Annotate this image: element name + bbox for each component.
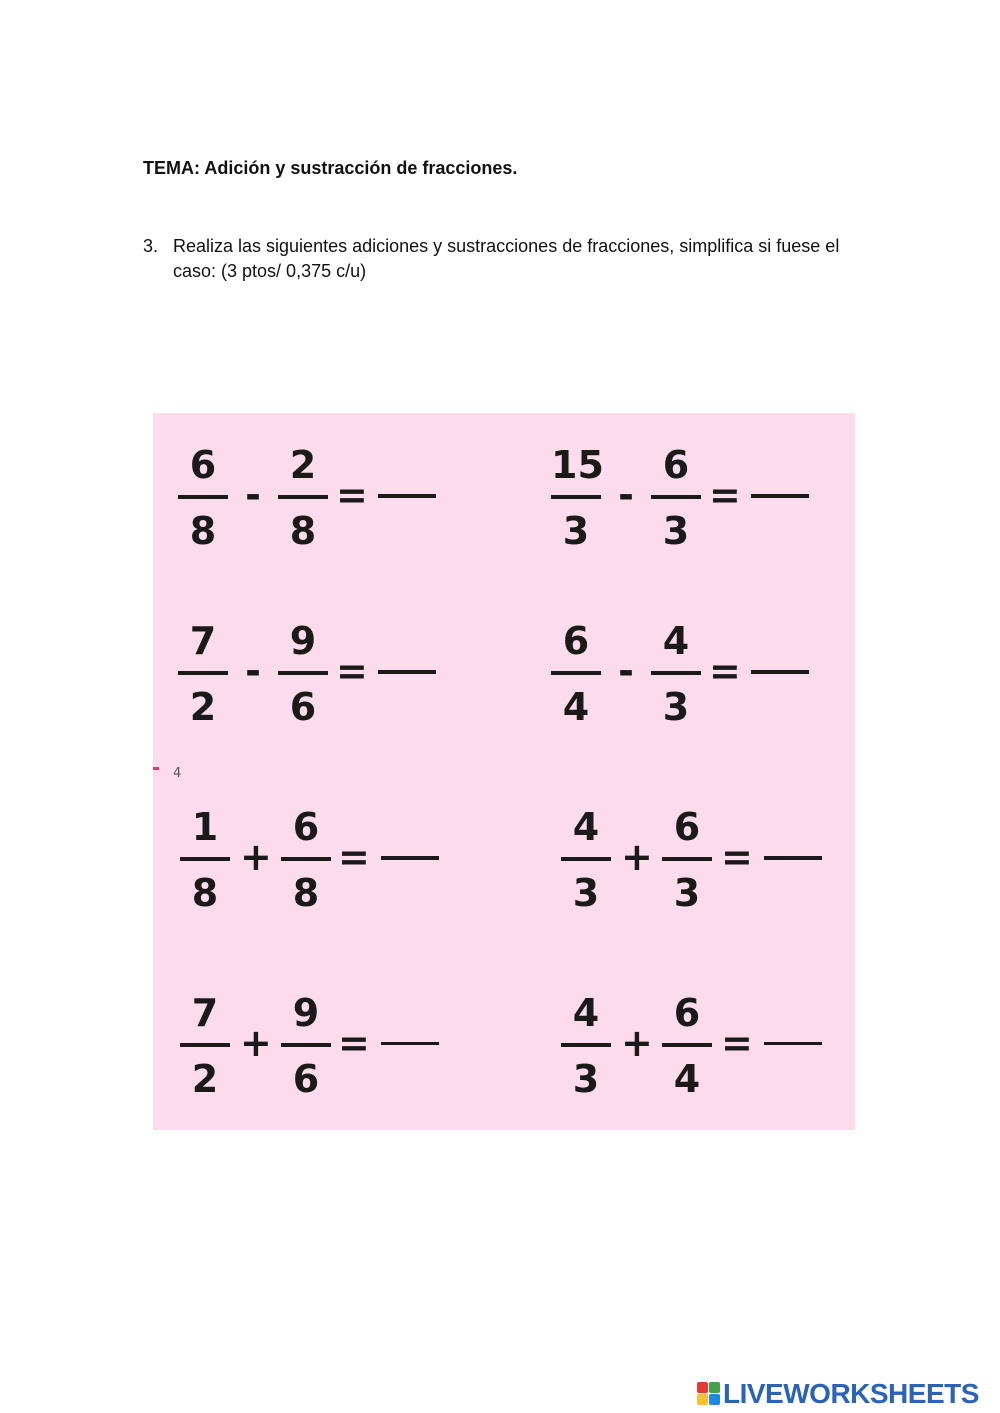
fraction-a (551, 435, 604, 555)
operator: - (618, 649, 634, 693)
fraction-b (662, 983, 712, 1103)
operator: - (245, 649, 261, 693)
answer-blank[interactable] (751, 670, 809, 674)
numerator: 6 (562, 619, 590, 663)
equals-sign: = (709, 649, 741, 693)
fraction-bar (180, 857, 230, 861)
fraction-b (651, 435, 701, 555)
answer-blank[interactable] (751, 494, 809, 498)
denominator: 8 (292, 871, 320, 915)
numerator: 6 (662, 443, 690, 487)
numerator: 6 (673, 991, 701, 1035)
question-3 (143, 234, 863, 284)
question-text: Realiza las siguientes adiciones y sustracciones de fracciones, simplifica si fuese el caso: (3 ptos/ 0,375 c/u) (173, 236, 840, 281)
equals-sign: = (338, 1021, 370, 1065)
fraction-b (651, 611, 701, 731)
fraction-bar (662, 1043, 712, 1047)
fraction-b (281, 983, 331, 1103)
denominator: 6 (292, 1057, 320, 1101)
denominator: 6 (289, 685, 317, 729)
page-title: TEMA: Adición y sustracción de fracciones. (143, 158, 518, 178)
operator: - (245, 473, 261, 517)
denominator: 8 (191, 871, 219, 915)
fraction-b (662, 797, 712, 917)
equals-sign: = (336, 473, 368, 517)
answer-blank[interactable] (764, 856, 822, 860)
denominator: 8 (189, 509, 217, 553)
fraction-b (278, 435, 328, 555)
fraction-a (180, 797, 230, 917)
operator: + (240, 835, 272, 879)
answer-blank[interactable] (764, 1042, 822, 1045)
answer-blank[interactable] (378, 494, 436, 498)
equals-sign: = (338, 835, 370, 879)
denominator: 4 (562, 685, 590, 729)
numerator: 2 (289, 443, 317, 487)
small-mark-number: 4 (173, 766, 182, 781)
question-number: 3. (143, 236, 159, 256)
operator: - (618, 473, 634, 517)
denominator: 3 (572, 1057, 600, 1101)
equals-sign: = (721, 1021, 753, 1065)
denominator: 8 (289, 509, 317, 553)
denominator: 3 (572, 871, 600, 915)
equals-sign: = (336, 649, 368, 693)
fraction-a (561, 797, 611, 917)
fraction-bar (281, 1043, 331, 1047)
fraction-a (551, 611, 601, 731)
numerator: 4 (572, 805, 600, 849)
fraction-bar (651, 495, 701, 499)
numerator: 9 (289, 619, 317, 663)
answer-blank[interactable] (381, 1042, 439, 1045)
denominator: 3 (662, 685, 690, 729)
brand-name: LIVEWORKSHEETS (723, 1378, 979, 1409)
fraction-bar (551, 495, 601, 499)
fraction-bar (178, 671, 228, 675)
answer-blank[interactable] (378, 670, 436, 674)
numerator: 1 (191, 805, 219, 849)
operator: + (621, 835, 653, 879)
fraction-a (180, 983, 230, 1103)
equals-sign: = (709, 473, 741, 517)
small-mark-line (153, 767, 159, 770)
fraction-bar (278, 495, 328, 499)
fraction-bar (178, 495, 228, 499)
numerator: 7 (191, 991, 219, 1035)
denominator: 3 (562, 509, 590, 553)
numerator: 7 (189, 619, 217, 663)
numerator: 6 (189, 443, 217, 487)
fraction-a (561, 983, 611, 1103)
numerator: 4 (572, 991, 600, 1035)
numerator: 6 (292, 805, 320, 849)
fraction-bar (278, 671, 328, 675)
fraction-a (178, 435, 228, 555)
fraction-bar (662, 857, 712, 861)
exercise-panel (153, 413, 855, 1130)
fraction-b (278, 611, 328, 731)
fraction-b (281, 797, 331, 917)
fraction-bar (651, 671, 701, 675)
equals-sign: = (721, 835, 753, 879)
numerator: 4 (662, 619, 690, 663)
operator: + (621, 1021, 653, 1065)
denominator: 3 (662, 509, 690, 553)
fraction-a (178, 611, 228, 731)
fraction-bar (551, 671, 601, 675)
liveworksheets-logo-icon (697, 1382, 721, 1406)
fraction-bar (561, 857, 611, 861)
denominator: 4 (673, 1057, 701, 1101)
operator: + (240, 1021, 272, 1065)
fraction-bar (180, 1043, 230, 1047)
denominator: 2 (191, 1057, 219, 1101)
numerator: 6 (673, 805, 701, 849)
numerator: 9 (292, 991, 320, 1035)
answer-blank[interactable] (381, 856, 439, 860)
numerator: 15 (551, 443, 604, 487)
denominator: 2 (189, 685, 217, 729)
denominator: 3 (673, 871, 701, 915)
fraction-bar (561, 1043, 611, 1047)
fraction-bar (281, 857, 331, 861)
